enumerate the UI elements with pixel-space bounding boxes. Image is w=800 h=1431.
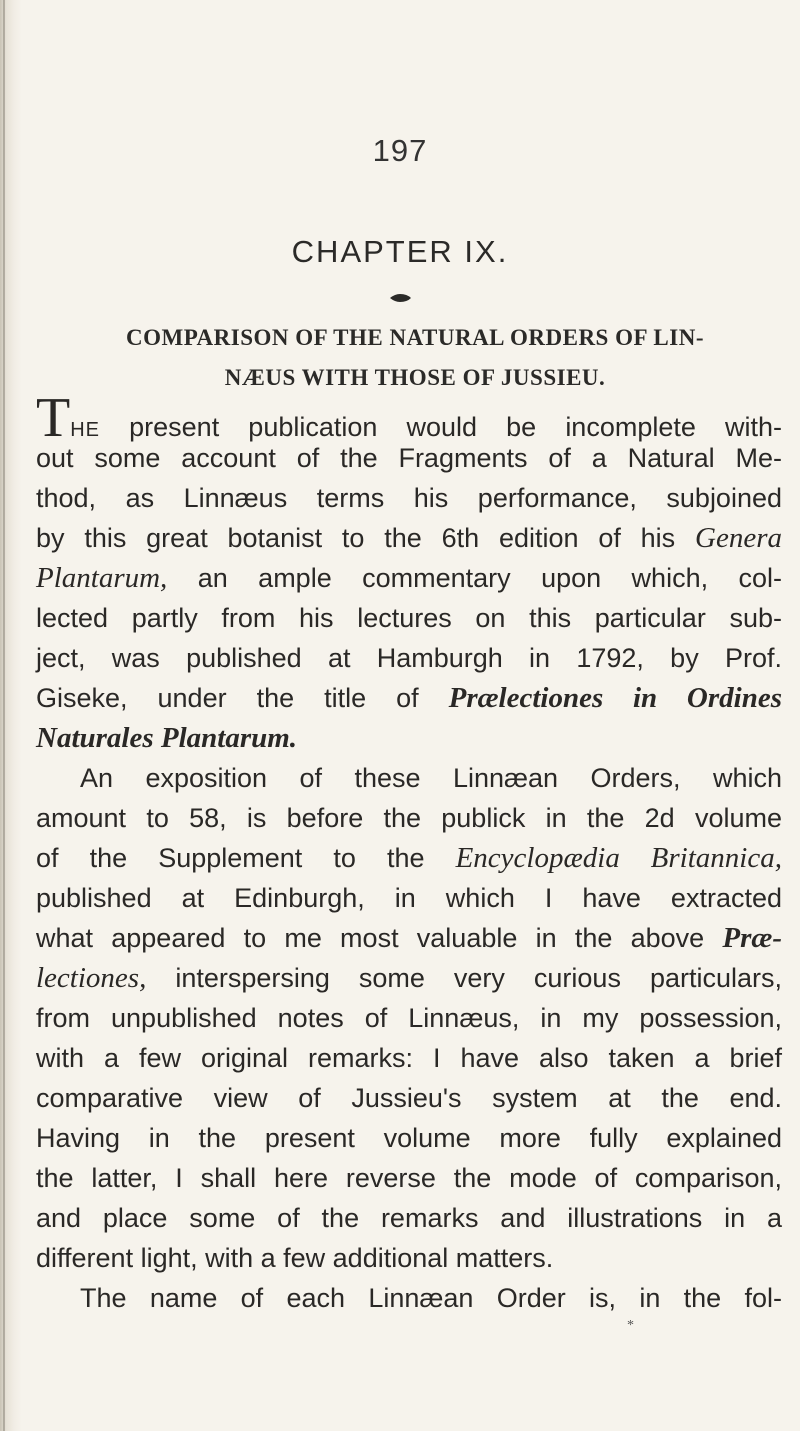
section-heading-line-2: NÆUS WITH THOSE OF JUSSIEU. bbox=[224, 365, 606, 390]
paragraph-2-line-4: published at Edinburgh, in which I have extracted bbox=[36, 883, 782, 913]
italic-title: Plantarum, bbox=[36, 562, 168, 594]
italic-title: Prælectiones in Ordines bbox=[448, 682, 782, 714]
italic-title: Encyclopædia Britannica, bbox=[455, 842, 782, 874]
italic-title: Præ- bbox=[722, 922, 782, 954]
chapter-title: CHAPTER IX. bbox=[291, 234, 509, 269]
paragraph-2-line-6 bbox=[36, 958, 782, 998]
paragraph-1-line-4 bbox=[36, 518, 782, 558]
paragraph-2-line-8: with a few original remarks: I have also taken a brief bbox=[36, 1043, 782, 1073]
italic-title: Naturales Plantarum. bbox=[36, 722, 298, 754]
paragraph-1-line-9 bbox=[36, 718, 782, 758]
text-span: what appeared to me most valuable in the above bbox=[36, 923, 705, 953]
paragraph-2-line-7: from unpublished notes of Linnæus, in my possession, bbox=[36, 1003, 782, 1033]
paragraph-2-line-10: Having in the present volume more fully explained bbox=[36, 1123, 782, 1153]
paragraph-2-line-3 bbox=[36, 838, 782, 878]
paragraph-1-line-1 bbox=[36, 387, 782, 449]
text-span: by this great botanist to the 6th edition of his bbox=[36, 523, 676, 553]
page-number: 197 bbox=[372, 133, 428, 168]
text-span: Giseke, under the title of bbox=[36, 683, 419, 713]
paragraph-3-line-1: The name of each Linnæan Order is, in the fol- bbox=[80, 1283, 782, 1313]
italic-title: Genera bbox=[695, 522, 782, 554]
drop-cap-rest: HE bbox=[70, 419, 101, 441]
text-span: present publication would be incomplete with- bbox=[129, 412, 782, 442]
paragraph-2-line-1: An exposition of these Linnæan Orders, which bbox=[80, 763, 782, 793]
paragraph-2-line-9: comparative view of Jussieu's system at the end. bbox=[36, 1083, 782, 1113]
paragraph-2-line-2: amount to 58, is before the publick in the 2d volume bbox=[36, 803, 782, 833]
text-span: of the Supplement to the bbox=[36, 843, 425, 873]
paragraph-1-line-2: out some account of the Fragments of a Natural Me- bbox=[36, 443, 782, 473]
paragraph-1-line-5 bbox=[36, 558, 782, 598]
paragraph-1-line-8 bbox=[36, 678, 782, 718]
paragraph-1-line-6: lected partly from his lectures on this particular sub- bbox=[36, 603, 782, 633]
paragraph-2-line-12: and place some of the remarks and illustrations in a bbox=[36, 1203, 782, 1233]
paragraph-2-line-11: the latter, I shall here reverse the mode of comparison, bbox=[36, 1163, 782, 1193]
paragraph-1-line-3: thod, as Linnæus terms his performance, subjoined bbox=[36, 483, 782, 513]
paragraph-2-line-13: different light, with a few additional matters. bbox=[36, 1243, 554, 1273]
signature-mark: * bbox=[627, 1318, 634, 1333]
section-heading-line-1: COMPARISON OF THE NATURAL ORDERS OF LIN- bbox=[125, 325, 704, 350]
paragraph-1-line-7: ject, was published at Hamburgh in 1792, by Prof. bbox=[36, 643, 782, 673]
paragraph-2-line-5 bbox=[36, 918, 782, 958]
text-span: an ample commentary upon which, col- bbox=[197, 563, 782, 593]
italic-title: lectiones, bbox=[36, 962, 147, 994]
drop-cap: T bbox=[36, 387, 71, 449]
text-span: interspersing some very curious particulars, bbox=[175, 963, 782, 993]
